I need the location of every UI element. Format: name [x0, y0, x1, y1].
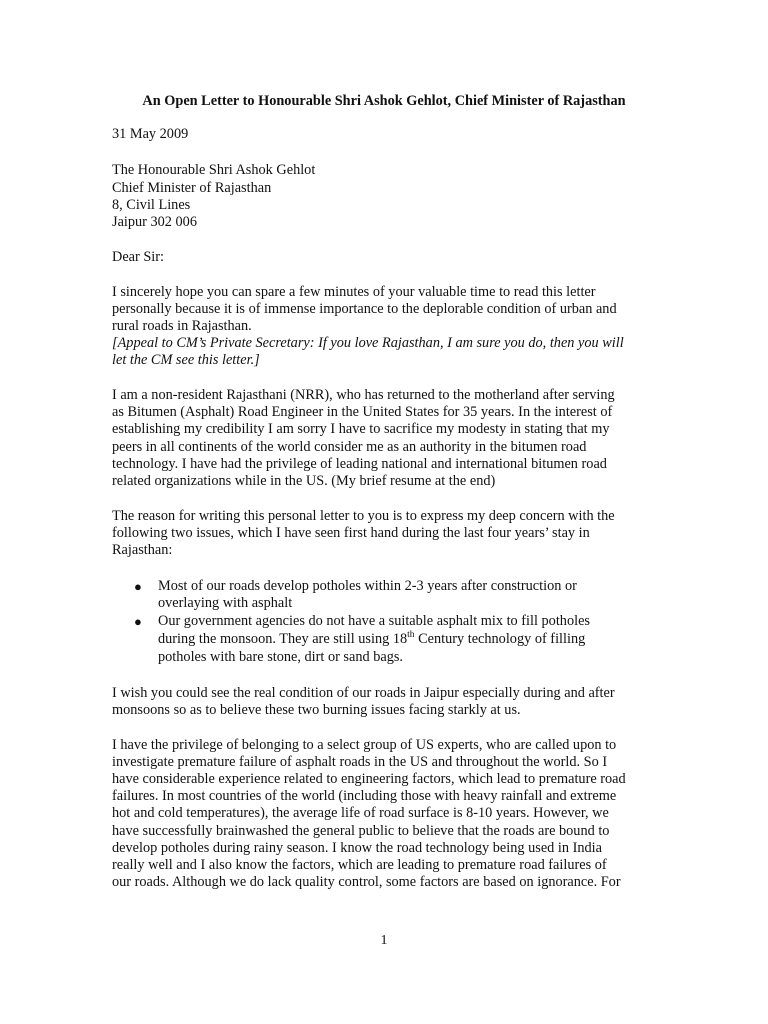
text-line: Our government agencies do not have a suitable asphalt mix to fill potholes — [158, 613, 590, 629]
address-line: The Honourable Shri Ashok Gehlot — [112, 162, 316, 178]
text-line: I wish you could see the real condition of our roads in Jaipur especially during and after — [112, 685, 615, 701]
text-line: establishing my credibility I am sorry I have to sacrifice my modesty in stating that my — [112, 421, 610, 437]
text-line: peers in all continents of the world consider me as an authority in the bitumen road — [112, 439, 587, 455]
text-line: rural roads in Rajasthan. — [112, 318, 252, 334]
bullet-marker: ● — [134, 614, 142, 629]
salutation: Dear Sir: — [112, 249, 165, 265]
text-line: as Bitumen (Asphalt) Road Engineer in the United States for 35 years. In the interest of — [112, 404, 613, 420]
text-line: technology. I have had the privilege of leading national and international bitumen road — [112, 456, 607, 472]
text-line: monsoons so as to believe these two burning issues facing starkly at us. — [112, 702, 521, 718]
letter-title: An Open Letter to Honourable Shri Ashok Gehlot, Chief Minister of Rajasthan — [142, 93, 626, 109]
text-line: let the CM see this letter.] — [112, 352, 260, 368]
text-line: following two issues, which I have seen first hand during the last four years’ stay in — [112, 525, 590, 541]
letter-date: 31 May 2009 — [112, 126, 189, 142]
address-line: 8, Civil Lines — [112, 197, 191, 213]
address-line: Chief Minister of Rajasthan — [112, 180, 272, 196]
text-line: [Appeal to CM’s Private Secretary: If you love Rajasthan, I am sure you do, then you will — [112, 335, 624, 351]
text-line: Most of our roads develop potholes within 2-3 years after construction or — [158, 578, 577, 594]
text-line: during the monsoon. They are still using 18th Century technology of filling — [158, 630, 586, 647]
text-line: develop potholes during rainy season. I know the road technology being used in India — [112, 840, 602, 856]
superscript: th — [407, 630, 415, 640]
text-line: I am a non-resident Rajasthani (NRR), who has returned to the motherland after serving — [112, 387, 615, 403]
text-line: our roads. Although we do lack quality control, some factors are based on ignorance. For — [112, 874, 621, 890]
text-line: hot and cold temperatures), the average life of road surface is 8-10 years. However, we — [112, 805, 609, 821]
text-line: overlaying with asphalt — [158, 595, 293, 611]
text-line: Rajasthan: — [112, 542, 173, 558]
text-line: really well and I also know the factors, which are leading to premature road failures of — [112, 857, 607, 873]
text-line: investigate premature failure of asphalt roads in the US and throughout the world. So I — [112, 754, 608, 770]
text-line: personally because it is of immense importance to the deplorable condition of urban and — [112, 301, 617, 317]
text-line: have successfully brainwashed the general public to believe that the roads are bound to — [112, 823, 610, 839]
bullet-marker: ● — [134, 579, 142, 594]
text-line: related organizations while in the US. (My brief resume at the end) — [112, 473, 496, 489]
text-line: I sincerely hope you can spare a few minutes of your valuable time to read this letter — [112, 284, 596, 300]
address-line: Jaipur 302 006 — [112, 214, 197, 230]
page-number: 1 — [380, 933, 388, 948]
text-line: have considerable experience related to engineering factors, which lead to premature road — [112, 771, 626, 787]
text-line: failures. In most countries of the world (including those with heavy rainfall and extreme — [112, 788, 617, 804]
text-line: potholes with bare stone, dirt or sand bags. — [158, 649, 403, 665]
text-line: I have the privilege of belonging to a select group of US experts, who are called upon to — [112, 737, 617, 753]
text-line: The reason for writing this personal letter to you is to express my deep concern with the — [112, 508, 615, 524]
